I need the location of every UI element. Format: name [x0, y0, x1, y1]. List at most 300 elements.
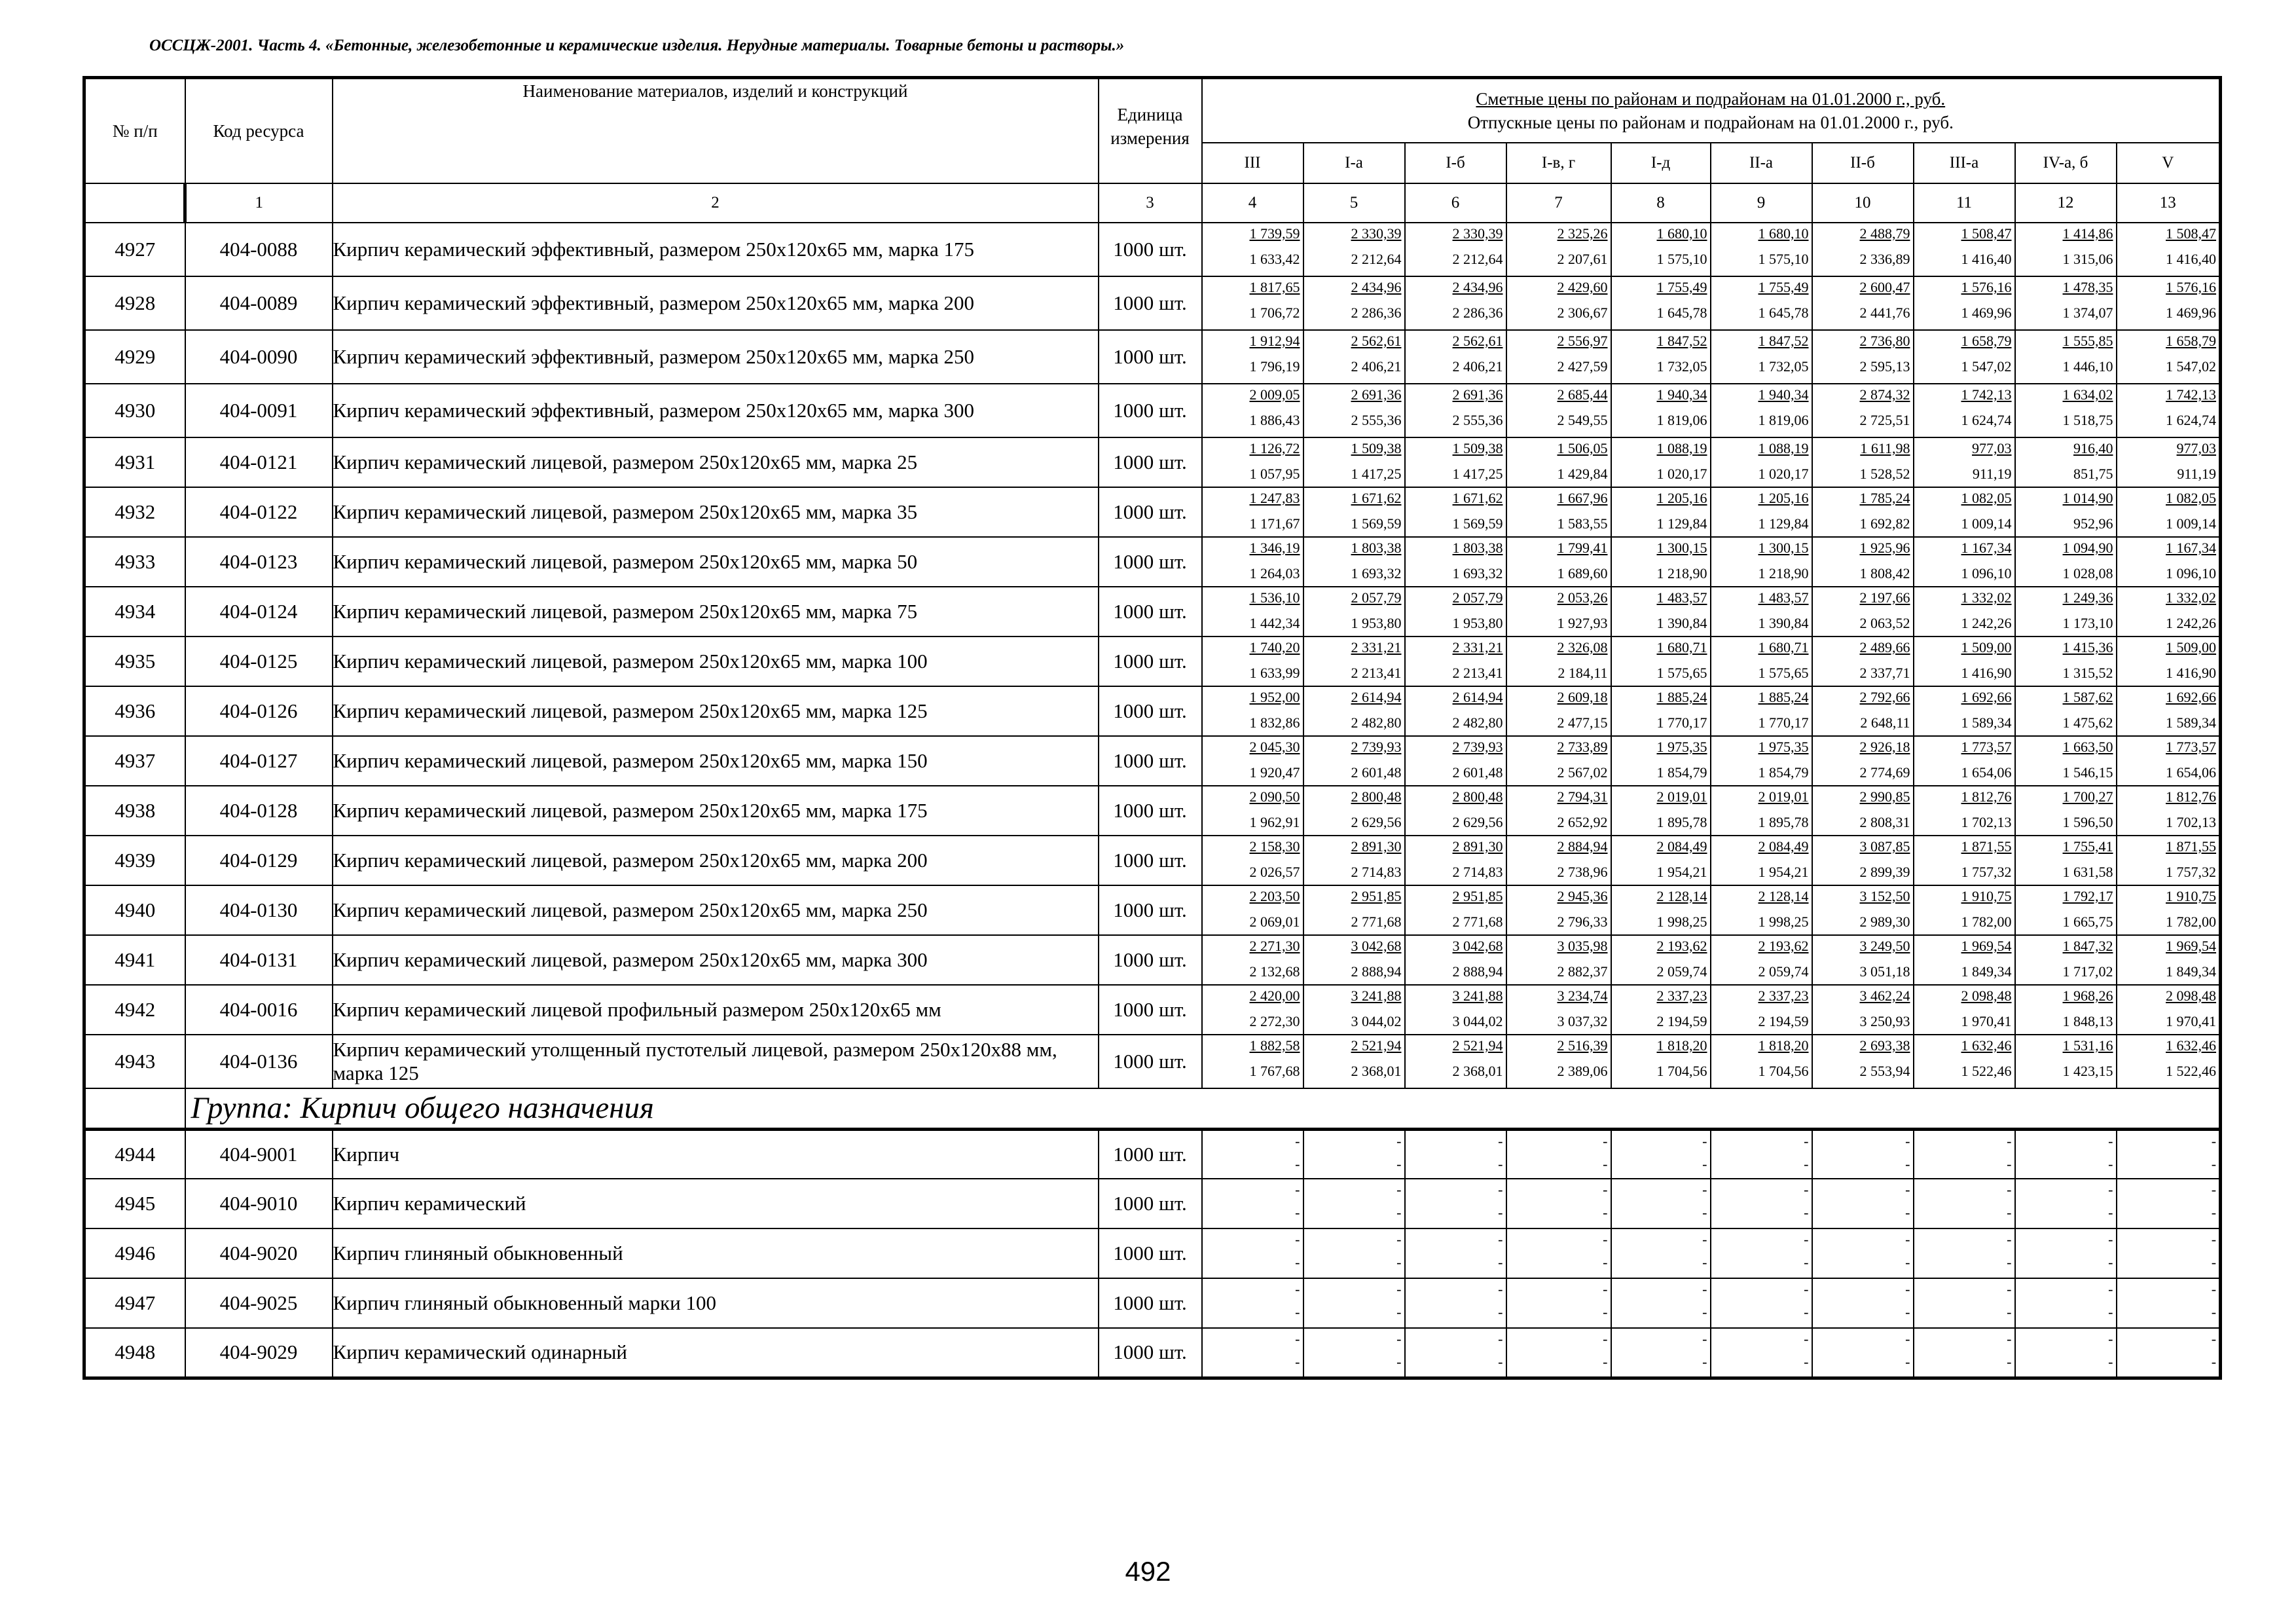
unit-cell: 1000 шт. [1099, 1035, 1202, 1088]
price-cell [1914, 885, 2015, 935]
release-price: 1 171,67 [1249, 515, 1300, 532]
release-price: 1 693,32 [1351, 565, 1402, 582]
price-pair [1406, 488, 1506, 532]
estimate-price: 1 812,76 [1961, 788, 2012, 805]
price-cell [2117, 885, 2221, 935]
price-cell [1506, 384, 1611, 437]
estimate-price: - [2108, 1181, 2113, 1198]
price-cell [2117, 1278, 2221, 1328]
price-pair [1304, 384, 1404, 429]
price-pair [1711, 223, 1812, 268]
header-prices [1202, 78, 2221, 143]
estimate-price: - [1498, 1281, 1503, 1297]
release-price: - [1702, 1304, 1707, 1321]
estimate-price: 1 969,54 [1961, 938, 2012, 954]
price-pair [1914, 886, 2014, 931]
estimate-price: - [1295, 1281, 1300, 1297]
price-cell [1303, 1035, 1405, 1088]
estimate-price: 1 969,54 [2166, 938, 2217, 954]
price-cell [1405, 1129, 1506, 1179]
estimate-price: 1 414,86 [2062, 225, 2113, 242]
release-price: - [1295, 1204, 1300, 1221]
release-price: - [1702, 1254, 1707, 1271]
price-cell [1405, 384, 1506, 437]
estimate-price: 1 818,20 [1656, 1037, 1707, 1054]
price-cell [1303, 537, 1405, 587]
estimate-price: 1 300,15 [1656, 540, 1707, 556]
region-header: III [1202, 143, 1303, 183]
release-price: 1 374,07 [2062, 304, 2113, 322]
price-cell [1303, 487, 1405, 537]
estimate-price: 1 680,10 [1758, 225, 1809, 242]
price-cell [1506, 786, 1611, 836]
price-pair [1304, 438, 1404, 483]
price-cell [1611, 935, 1711, 985]
release-price: 1 654,06 [2166, 764, 2217, 781]
release-price: 911,19 [2177, 466, 2217, 483]
price-cell [1405, 736, 1506, 786]
table-row [84, 836, 2221, 885]
material-name: Кирпич керамический лицевой, размером 250х120х65 мм, марка 50 [333, 537, 1099, 587]
price-cell [1506, 985, 1611, 1035]
price-cell [1506, 637, 1611, 686]
release-price: 1 218,90 [1656, 565, 1707, 582]
price-cell [1303, 836, 1405, 885]
resource-code: 404-0131 [185, 935, 333, 985]
price-pair [2016, 384, 2116, 429]
release-price: - [1905, 1304, 1910, 1321]
estimate-price: 2 489,66 [1859, 639, 1910, 655]
material-name: Кирпич керамический утолщенный пустотелый лицевой, размером 250х120х88 мм, марка 125 [333, 1035, 1099, 1088]
resource-code: 404-9001 [185, 1129, 333, 1179]
price-cell [1202, 1035, 1303, 1088]
estimate-price: 2 057,79 [1452, 589, 1503, 606]
price-cell [2117, 223, 2221, 276]
release-price: 2 406,21 [1452, 358, 1503, 375]
price-pair [1813, 936, 1913, 980]
price-cell [1202, 686, 1303, 736]
price-pair [1813, 836, 1913, 881]
price-cell [1914, 587, 2015, 637]
row-index: 4930 [84, 384, 185, 437]
release-price: 2 555,36 [1452, 412, 1503, 429]
column-number: 10 [1812, 183, 1914, 223]
table-row [84, 384, 2221, 437]
price-cell [1506, 1328, 1611, 1378]
estimate-price: 916,40 [2073, 440, 2113, 456]
release-price: 1 416,90 [1961, 665, 2012, 682]
estimate-price: 1 249,36 [2062, 589, 2113, 606]
price-pair [1914, 1279, 2014, 1321]
release-price: 1 770,17 [1758, 714, 1809, 731]
estimate-price: 2 891,30 [1351, 838, 1402, 855]
price-cell [1914, 637, 2015, 686]
release-price: 3 037,32 [1557, 1013, 1608, 1030]
estimate-price: 2 053,26 [1557, 589, 1608, 606]
estimate-price: 3 234,74 [1557, 987, 1608, 1004]
estimate-price: 2 521,94 [1452, 1037, 1503, 1054]
price-pair [2117, 1279, 2219, 1321]
price-cell [1405, 836, 1506, 885]
table-row [84, 1129, 2221, 1179]
price-cell [1914, 1328, 2015, 1378]
estimate-price: 1 508,47 [2166, 225, 2217, 242]
release-price: - [2211, 1304, 2217, 1321]
price-pair [2117, 886, 2219, 931]
price-pair [1914, 737, 2014, 781]
price-cell [1202, 1129, 1303, 1179]
price-pair [1711, 538, 1812, 582]
estimate-price: 2 516,39 [1557, 1037, 1608, 1054]
estimate-price: 1 700,27 [2062, 788, 2113, 805]
price-pair [1612, 786, 1710, 831]
price-cell [2117, 330, 2221, 384]
release-price: 1 704,56 [1656, 1063, 1707, 1080]
estimate-price: 2 926,18 [1859, 739, 1910, 755]
price-pair [1304, 986, 1404, 1030]
price-cell [1914, 1228, 2015, 1278]
release-price: 1 757,32 [2166, 864, 2217, 881]
release-price: 1 129,84 [1758, 515, 1809, 532]
price-pair [1914, 1179, 2014, 1221]
release-price: 1 624,74 [2166, 412, 2217, 429]
price-pair [1304, 936, 1404, 980]
release-price: 1 475,62 [2062, 714, 2113, 731]
release-price: 1 757,32 [1961, 864, 2012, 881]
release-price: 2 482,80 [1452, 714, 1503, 731]
row-index: 4932 [84, 487, 185, 537]
price-pair [2117, 1131, 2219, 1173]
release-price: - [1804, 1304, 1809, 1321]
resource-code: 404-9025 [185, 1278, 333, 1328]
price-cell [2117, 437, 2221, 487]
price-pair [1711, 1279, 1812, 1321]
price-cell [1303, 637, 1405, 686]
price-pair [1612, 223, 1710, 268]
estimate-price: 2 009,05 [1249, 386, 1300, 403]
price-cell [1202, 223, 1303, 276]
price-cell [1611, 1129, 1711, 1179]
price-pair [1507, 936, 1611, 980]
price-cell [1303, 1129, 1405, 1179]
release-price: - [2108, 1304, 2113, 1321]
estimate-price: 1 508,47 [1961, 225, 2012, 242]
price-pair [1914, 223, 2014, 268]
price-cell [1303, 587, 1405, 637]
release-price: 1 528,52 [1859, 466, 1910, 483]
release-price: 2 714,83 [1351, 864, 1402, 881]
price-pair [1813, 687, 1913, 731]
release-price: 1 702,13 [2166, 814, 2217, 831]
price-cell [1506, 736, 1611, 786]
region-header: II-б [1812, 143, 1914, 183]
release-price: 1 886,43 [1249, 412, 1300, 429]
material-name: Кирпич керамический лицевой, размером 250х120х65 мм, марка 75 [333, 587, 1099, 637]
release-price: 2 194,59 [1758, 1013, 1809, 1030]
estimate-price: 2 326,08 [1557, 639, 1608, 655]
price-pair [1711, 438, 1812, 483]
column-number: 3 [1099, 183, 1202, 223]
material-name: Кирпич керамический одинарный [333, 1328, 1099, 1378]
region-header: I-а [1303, 143, 1405, 183]
release-price: 1 702,13 [1961, 814, 2012, 831]
price-pair [2117, 936, 2219, 980]
release-price: 2 555,36 [1351, 412, 1402, 429]
estimate-price: 1 509,00 [1961, 639, 2012, 655]
price-pair [1203, 277, 1303, 322]
estimate-price: 2 951,85 [1351, 888, 1402, 904]
material-name: Кирпич [333, 1129, 1099, 1179]
price-pair [1203, 687, 1303, 731]
release-price: 1 020,17 [1758, 466, 1809, 483]
release-price: 1 854,79 [1758, 764, 1809, 781]
price-cell [1405, 1228, 1506, 1278]
release-price: 2 026,57 [1249, 864, 1300, 881]
price-cell [1611, 1179, 1711, 1228]
price-cell [1611, 836, 1711, 885]
estimate-price: - [2108, 1231, 2113, 1247]
material-name: Кирпич глиняный обыкновенный марки 100 [333, 1278, 1099, 1328]
release-price: 1 895,78 [1758, 814, 1809, 831]
price-pair [1406, 223, 1506, 268]
release-price: - [2108, 1155, 2113, 1172]
estimate-price: 2 733,89 [1557, 739, 1608, 755]
row-index: 4928 [84, 276, 185, 330]
price-pair [2117, 438, 2219, 483]
price-pair [1813, 1329, 1913, 1371]
price-pair [2117, 223, 2219, 268]
price-pair [1507, 687, 1611, 731]
price-pair [1914, 986, 2014, 1030]
release-price: 1 819,06 [1656, 412, 1707, 429]
estimate-price: 2 951,85 [1452, 888, 1503, 904]
estimate-price: - [1905, 1132, 1910, 1149]
price-pair [1612, 936, 1710, 980]
estimate-price: 1 247,83 [1249, 490, 1300, 506]
estimate-price: 2 884,94 [1557, 838, 1608, 855]
region-header: I-б [1405, 143, 1506, 183]
price-pair [1203, 1329, 1303, 1371]
release-price: 1 575,65 [1758, 665, 1809, 682]
price-pair [1612, 587, 1710, 632]
price-pair [1304, 886, 1404, 931]
estimate-price: 1 509,00 [2166, 639, 2217, 655]
estimate-price: 1 792,17 [2062, 888, 2113, 904]
price-pair [1507, 1035, 1611, 1080]
release-price: - [1498, 1204, 1503, 1221]
estimate-price: 1 332,02 [2166, 589, 2217, 606]
price-cell [1812, 330, 1914, 384]
estimate-price: 1 126,72 [1249, 440, 1300, 456]
price-pair [2117, 786, 2219, 831]
release-price: 2 771,68 [1452, 913, 1503, 931]
unit-cell: 1000 шт. [1099, 1328, 1202, 1378]
price-cell [1812, 1328, 1914, 1378]
price-pair [1711, 986, 1812, 1030]
table-row [84, 537, 2221, 587]
table-row [84, 487, 2221, 537]
material-name: Кирпич керамический лицевой, размером 250х120х65 мм, марка 100 [333, 637, 1099, 686]
release-price: 1 469,96 [1961, 304, 2012, 322]
material-name: Кирпич керамический эффективный, размером 250х120х65 мм, марка 200 [333, 276, 1099, 330]
release-price: 1 998,25 [1758, 913, 1809, 931]
price-cell [1611, 686, 1711, 736]
estimate-price: 1 975,35 [1656, 739, 1707, 755]
release-price: 1 732,05 [1758, 358, 1809, 375]
estimate-price: 2 739,93 [1351, 739, 1402, 755]
release-price: 911,19 [1972, 466, 2012, 483]
estimate-price: 1 576,16 [2166, 279, 2217, 295]
unit-cell: 1000 шт. [1099, 384, 1202, 437]
estimate-price: 1 632,46 [1961, 1037, 2012, 1054]
price-pair [1711, 1179, 1812, 1221]
release-price: 1 589,34 [2166, 714, 2217, 731]
resource-code: 404-0129 [185, 836, 333, 885]
price-pair [1406, 538, 1506, 582]
release-price: 2 184,11 [1558, 665, 1608, 682]
table-row [84, 736, 2221, 786]
price-pair [2117, 384, 2219, 429]
release-price: 2 306,67 [1557, 304, 1608, 322]
release-price: 1 796,19 [1249, 358, 1300, 375]
unit-cell: 1000 шт. [1099, 276, 1202, 330]
release-price: - [2211, 1204, 2217, 1221]
estimate-price: 1 576,16 [1961, 279, 2012, 295]
price-cell [1506, 1228, 1611, 1278]
price-pair [2016, 637, 2116, 682]
price-pair [1914, 488, 2014, 532]
price-table [82, 76, 2222, 1380]
estimate-price: 2 019,01 [1656, 788, 1707, 805]
price-pair [1711, 587, 1812, 632]
estimate-price: 2 193,62 [1656, 938, 1707, 954]
release-price: - [1498, 1354, 1503, 1371]
price-cell [1812, 935, 1914, 985]
price-pair [1914, 936, 2014, 980]
release-price: 952,96 [2073, 515, 2113, 532]
estimate-price: 1 803,38 [1351, 540, 1402, 556]
price-cell [1303, 330, 1405, 384]
unit-cell: 1000 шт. [1099, 736, 1202, 786]
release-price: 2 808,31 [1859, 814, 1910, 831]
estimate-price: 1 740,20 [1249, 639, 1300, 655]
estimate-price: 1 975,35 [1758, 739, 1809, 755]
estimate-price: 2 521,94 [1351, 1037, 1402, 1054]
price-pair [1813, 331, 1913, 375]
release-price: 1 704,56 [1758, 1063, 1809, 1080]
estimate-price: 2 434,96 [1452, 279, 1503, 295]
release-price: 2 888,94 [1351, 963, 1402, 980]
release-price: 2 212,64 [1351, 251, 1402, 268]
price-pair [1612, 637, 1710, 682]
release-price: 1 645,78 [1758, 304, 1809, 322]
price-cell [1303, 437, 1405, 487]
document-header: ОССЦЖ-2001. Часть 4. «Бетонные, железобетонные и керамические изделия. Нерудные материалы. Товарные бетоны и растворы.» [149, 37, 1125, 54]
release-price: - [1603, 1354, 1608, 1371]
release-price: 1 416,90 [2166, 665, 2217, 682]
estimate-price: 2 685,44 [1557, 386, 1608, 403]
estimate-price: 2 158,30 [1249, 838, 1300, 855]
release-price: 1 970,41 [1961, 1013, 2012, 1030]
release-price: 2 427,59 [1557, 358, 1608, 375]
estimate-price: 1 658,79 [2166, 333, 2217, 349]
price-pair [1406, 384, 1506, 429]
price-cell [1303, 985, 1405, 1035]
estimate-price: 3 462,24 [1859, 987, 1910, 1004]
release-price: 1 429,84 [1557, 466, 1608, 483]
release-price: 1 645,78 [1656, 304, 1707, 322]
estimate-price: 1 847,52 [1656, 333, 1707, 349]
estimate-price: 1 014,90 [2062, 490, 2113, 506]
release-price: 1 692,82 [1859, 515, 1910, 532]
estimate-price: 2 331,21 [1452, 639, 1503, 655]
price-cell [1202, 330, 1303, 384]
price-pair [1203, 331, 1303, 375]
estimate-price: 2 019,01 [1758, 788, 1809, 805]
release-price: 2 648,11 [1860, 714, 1910, 731]
release-price: 2 207,61 [1557, 251, 1608, 268]
price-cell [1914, 1179, 2015, 1228]
estimate-price: 1 692,66 [2166, 689, 2217, 705]
region-header: I-д [1611, 143, 1711, 183]
price-cell [1405, 637, 1506, 686]
price-cell [1914, 1129, 2015, 1179]
resource-code: 404-9020 [185, 1228, 333, 1278]
price-cell [1812, 1179, 1914, 1228]
price-cell [1914, 223, 2015, 276]
release-price: 2 213,41 [1452, 665, 1503, 682]
price-cell [1303, 1228, 1405, 1278]
price-cell [2015, 1179, 2117, 1228]
price-cell [1611, 885, 1711, 935]
price-cell [1202, 736, 1303, 786]
row-index: 4927 [84, 223, 185, 276]
release-price: 1 920,47 [1249, 764, 1300, 781]
release-price: - [1396, 1254, 1402, 1271]
release-price: - [2108, 1354, 2113, 1371]
estimate-price: 1 871,55 [2166, 838, 2217, 855]
release-price: - [2108, 1204, 2113, 1221]
price-cell [2015, 537, 2117, 587]
price-cell [1812, 276, 1914, 330]
row-index: 4947 [84, 1278, 185, 1328]
release-price: 1 706,72 [1249, 304, 1300, 322]
price-pair [2016, 223, 2116, 268]
price-pair [1203, 936, 1303, 980]
price-cell [1812, 1228, 1914, 1278]
estimate-price: 2 945,36 [1557, 888, 1608, 904]
release-price: 2 477,15 [1557, 714, 1608, 731]
price-pair [1507, 1329, 1611, 1371]
estimate-price: 1 611,98 [1860, 440, 1910, 456]
release-price: 2 212,64 [1452, 251, 1503, 268]
release-price: - [1396, 1354, 1402, 1371]
price-pair [1406, 1279, 1506, 1321]
price-pair [1914, 1131, 2014, 1173]
price-cell [1711, 637, 1812, 686]
release-price: 1 689,60 [1557, 565, 1608, 582]
price-pair [2016, 936, 2116, 980]
price-pair [1612, 886, 1710, 931]
release-price: - [1396, 1304, 1402, 1321]
price-cell [1405, 487, 1506, 537]
price-cell [1506, 836, 1611, 885]
price-cell [1202, 276, 1303, 330]
release-price: 2 286,36 [1452, 304, 1503, 322]
price-cell [1405, 223, 1506, 276]
estimate-price: 2 693,38 [1859, 1037, 1910, 1054]
estimate-price: 2 614,94 [1452, 689, 1503, 705]
